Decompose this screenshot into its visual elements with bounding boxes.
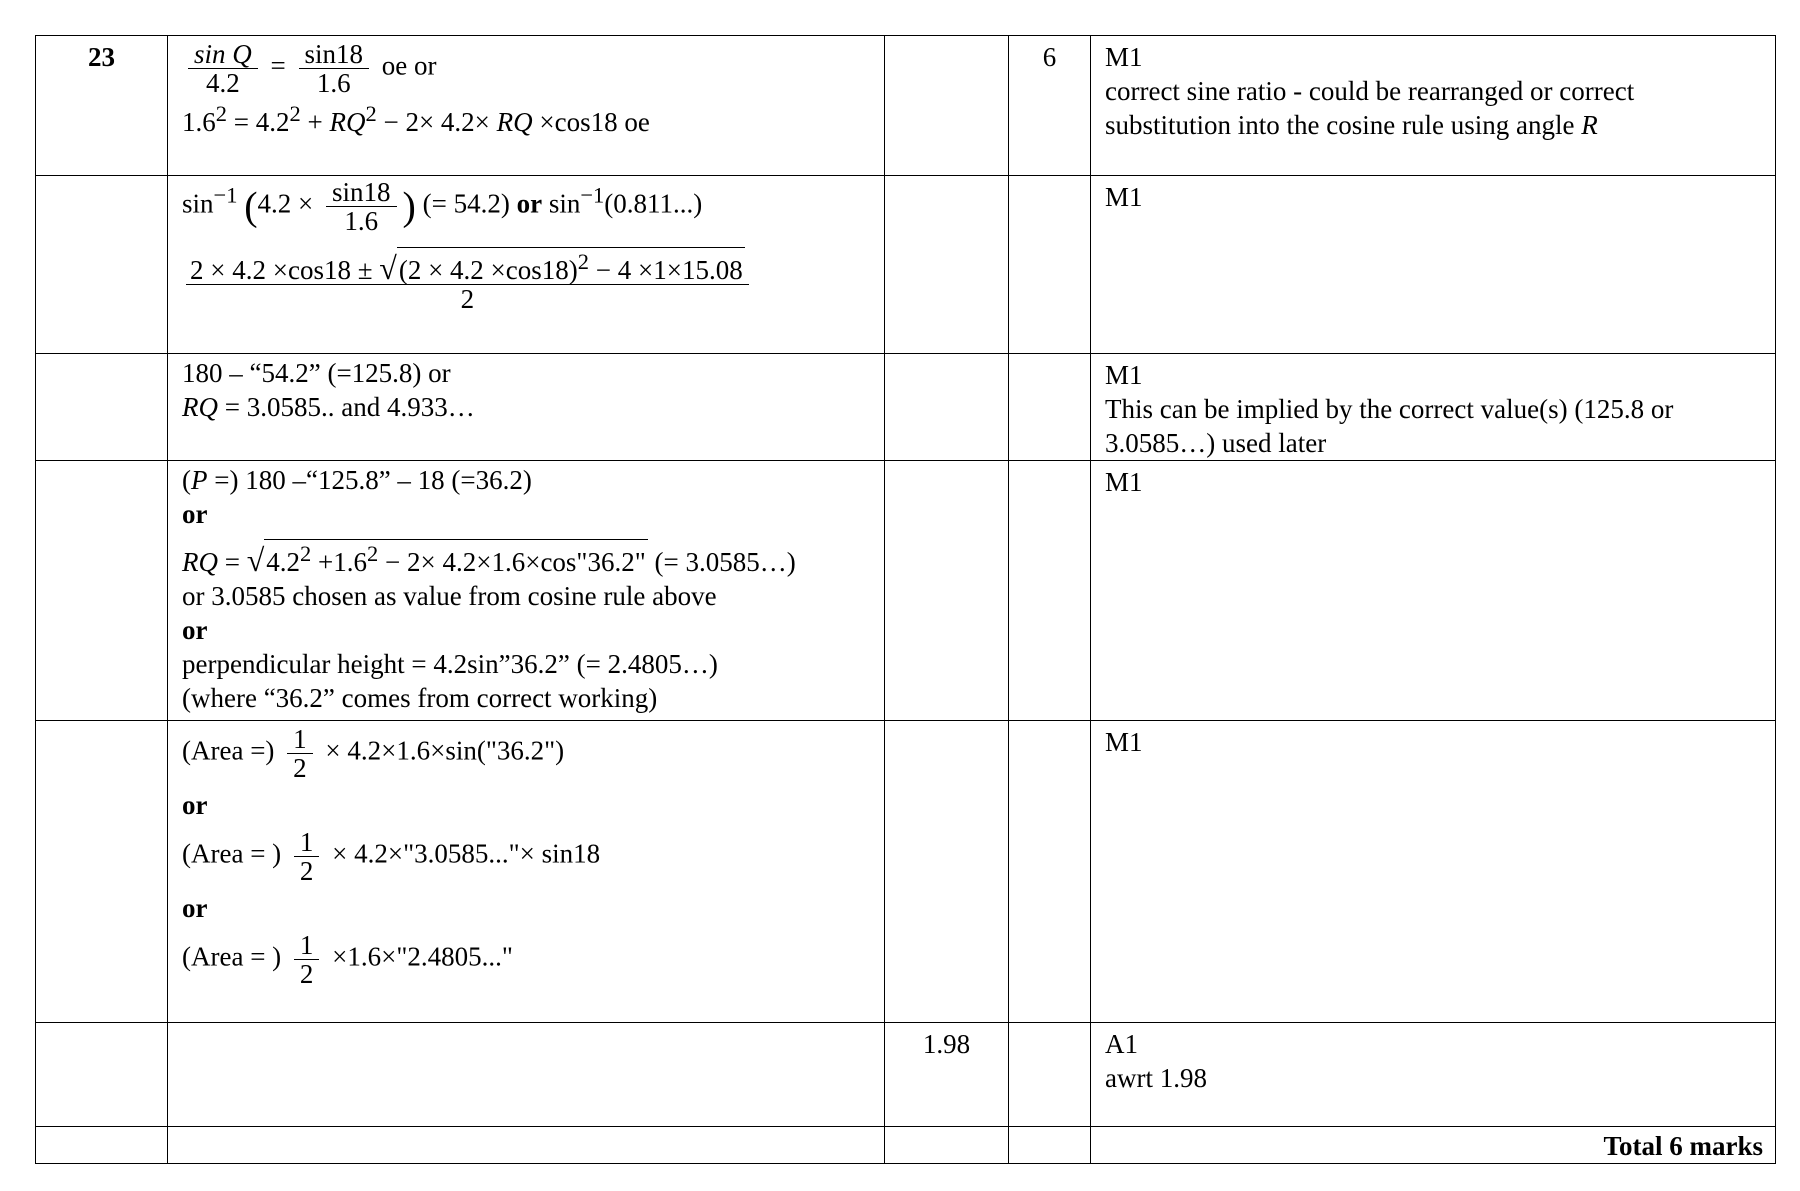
working-cell: $\frac{\text{sin Q}}{4.2}$ = $\frac{\sin 18}{1.6}$ oe or $1.6^2 = 4.2^2 + RQ^2 - 2\times 4.2\times$ RQ ×cos18 oe — [168, 36, 885, 176]
note-text: awrt 1.98 — [1105, 1063, 1207, 1093]
question-number-empty — [36, 354, 168, 461]
notes-cell — [1091, 176, 1776, 354]
total-row — [36, 1127, 1776, 1164]
marks-cell — [1009, 461, 1091, 721]
marks-cell — [1009, 721, 1091, 1023]
answer-cell — [885, 354, 1009, 461]
answer-cell: 1.98 — [885, 1023, 1009, 1127]
fraction: $\frac{\text{sin Q}}{4.2}$ — [188, 40, 258, 97]
total-marks: Total 6 marks — [1091, 1127, 1776, 1164]
mark-code: M1 — [1105, 467, 1143, 497]
mark-code: M1 — [1105, 727, 1143, 757]
answer-cell — [885, 176, 1009, 354]
table-row — [36, 461, 1776, 721]
quadratic-formula: $\frac{2 \times 4.2 \times\cos 18 \pm √(2 \times 4.2 \times\cos 18)^2 - 4 \times 1\times 15.08}{2}$ — [186, 247, 749, 313]
question-number-empty — [36, 461, 168, 721]
marks-cell — [1009, 354, 1091, 461]
question-number-empty — [36, 1023, 168, 1127]
mark-code: M1 — [1105, 182, 1143, 212]
marks-cell: 6 — [1009, 36, 1091, 176]
table-row — [36, 1023, 1776, 1127]
answer-cell — [885, 461, 1009, 721]
question-number-empty — [36, 176, 168, 354]
mark-scheme-table — [35, 35, 1776, 1164]
notes-cell — [1091, 36, 1776, 176]
table-row — [36, 176, 1776, 354]
answer-cell — [885, 721, 1009, 1023]
marks-cell — [1009, 176, 1091, 354]
note-text: correct sine ratio - could be rearranged or correct substitution into the cosine rule using angle R — [1105, 76, 1635, 140]
working-cell: 180 – “54.2” (=125.8) or RQ = 3.0585.. and 4.933… — [168, 354, 885, 461]
question-number: 23 — [36, 36, 168, 176]
note-text: This can be implied by the correct value(s) (125.8 or 3.0585…) used later — [1105, 394, 1674, 458]
working-cell-empty — [168, 1023, 885, 1127]
notes-cell — [1091, 1023, 1776, 1127]
question-number-empty — [36, 721, 168, 1023]
notes-cell — [1091, 721, 1776, 1023]
working-cell: (Area =) $\frac{1}{2}$ × 4.2×1.6×sin("36.2") or (Area = ) $\frac{1}{2}$ × 4.2×"3.0585..."× sin18 or (Area = ) $\frac{1}{2}$ ×1.6×"2.4805..." — [168, 721, 885, 1023]
table-row — [36, 721, 1776, 1023]
table-row — [36, 354, 1776, 461]
fraction: $\frac{\sin 18}{1.6}$ — [299, 40, 370, 97]
working-cell: $\sin^{-1} (4.2$ × $\frac{\sin 18}{1.6}$ ) (= 54.2) or $\sin^{-1}(0.811...)$ $\frac{2 \times 4.2 \times\cos 18 \pm √(2 \times 4.2 \times\cos 18)^2 - 4 \times 1\times 15.08}{2}$ — [168, 176, 885, 354]
table-row — [36, 36, 1776, 176]
notes-cell — [1091, 461, 1776, 721]
marks-cell — [1009, 1023, 1091, 1127]
fraction: $\frac{\sin 18}{1.6}$ — [326, 178, 397, 235]
notes-cell — [1091, 354, 1776, 461]
cosine-rule-line: $1.6^2 = 4.2^2 + RQ^2 - 2\times 4.2\times$ RQ ×cos18 oe — [182, 101, 650, 137]
mark-code: M1 — [1105, 360, 1143, 390]
mark-code: A1 — [1105, 1029, 1138, 1059]
mark-code: M1 — [1105, 42, 1143, 72]
working-cell: (P =) 180 –“125.8” – 18 (=36.2) or RQ = $√4.2^2 +1.6^2 - 2\times$ 4.2×1.6×cos"36.2" (= 3.0585…) or 3.0585 chosen as value from cosine rule above or perpendicular height = 4.2sin”36.2” (= 2.4805…) (where “36.2” comes from correct working) — [168, 461, 885, 721]
answer-cell — [885, 36, 1009, 176]
